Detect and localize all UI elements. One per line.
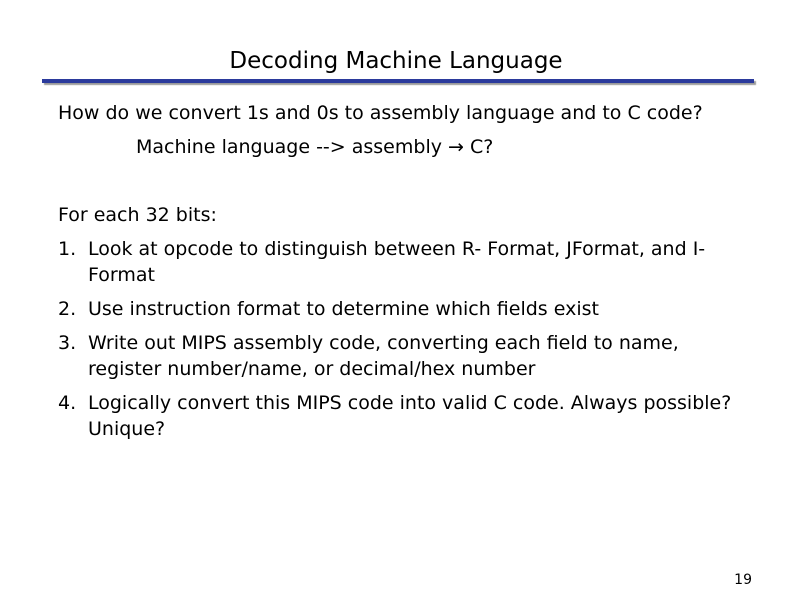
step-number: 2. — [58, 298, 77, 320]
step-item — [58, 390, 748, 442]
step-text: Use instruction format to determine which fields exist — [88, 298, 599, 320]
step-item — [58, 296, 748, 322]
step-item — [58, 330, 748, 382]
slide-title: Decoding Machine Language — [229, 48, 563, 74]
step-number: 1. — [58, 238, 77, 260]
flow-text: Machine language --> assembly → C? — [136, 136, 494, 158]
slide-body — [58, 100, 748, 442]
page-number: 19 — [734, 572, 752, 588]
title-rule — [42, 79, 754, 83]
step-text: Look at opcode to distinguish between R- Format, JFormat, and I-Format — [88, 238, 706, 286]
step-item — [58, 236, 748, 288]
step-number: 3. — [58, 332, 77, 354]
lead-text: For each 32 bits: — [58, 204, 217, 226]
step-text: Write out MIPS assembly code, converting each field to name, register number/name, or decimal/hex number — [88, 332, 679, 380]
question-text: How do we convert 1s and 0s to assembly language and to C code? — [58, 102, 703, 124]
step-text: Logically convert this MIPS code into valid C code. Always possible? Unique? — [88, 392, 732, 440]
step-number: 4. — [58, 392, 77, 414]
